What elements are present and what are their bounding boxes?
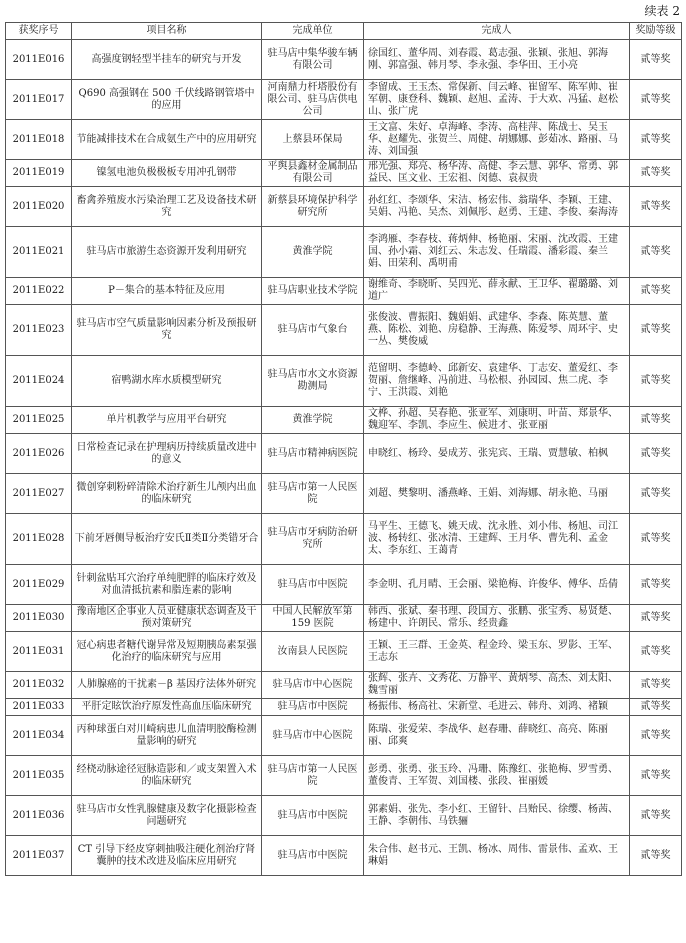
award-id-cell: 2011E018 <box>6 120 72 160</box>
unit-cell: 驻马店中集华骏车辆有限公司 <box>262 40 364 80</box>
level-cell: 贰等奖 <box>630 672 682 699</box>
level-cell: 贰等奖 <box>630 187 682 227</box>
table-caption: 续表 2 <box>644 4 680 18</box>
unit-cell: 驻马店市中医院 <box>262 796 364 836</box>
project-name-cell: Q690 高强钢在 500 千伏线路钢管塔中的应用 <box>72 80 262 120</box>
header-level: 奖励等级 <box>630 23 682 40</box>
unit-cell: 河南鼎力杆塔股份有限公司、驻马店供电公司 <box>262 80 364 120</box>
table-row <box>6 160 682 187</box>
unit-cell: 驻马店市气象台 <box>262 305 364 356</box>
level-cell: 贰等奖 <box>630 836 682 876</box>
unit-cell: 黄淮学院 <box>262 227 364 278</box>
award-id-cell: 2011E022 <box>6 278 72 305</box>
people-cell: 韩西、张斌、秦书理、段国方、张鹏、张宝秀、易贤楚、杨建中、许朗民、常乐、经贵鑫 <box>364 605 630 632</box>
award-id-cell: 2011E025 <box>6 407 72 434</box>
project-name-cell: 微创穿刺粉碎清除术治疗新生儿颅内出血的临床研究 <box>72 474 262 514</box>
people-cell: 谢维奇、李晓昕、吴四光、薛永献、王卫华、翟璐璐、刘道广 <box>364 278 630 305</box>
level-cell: 贰等奖 <box>630 474 682 514</box>
unit-cell: 黄淮学院 <box>262 407 364 434</box>
unit-cell: 汝南县人民医院 <box>262 632 364 672</box>
table-row <box>6 434 682 474</box>
people-cell: 文桦、孙超、吴春艳、张亚军、刘康明、叶苗、郑景华、魏迎军、李凯、李应生、候进才、张亚丽 <box>364 407 630 434</box>
people-cell: 陈瑞、张爱荣、李战华、赵春珊、薛晓红、高亮、陈丽丽、邱爽 <box>364 716 630 756</box>
people-cell: 徐国红、董华周、刘春霞、葛志强、张颖、张旭、郭海刚、郭富强、韩月琴、李永强、李华田、王小亮 <box>364 40 630 80</box>
people-cell: 杨振伟、杨高社、宋新堂、毛进云、韩舟、刘鸿、褚颖 <box>364 699 630 716</box>
level-cell: 贰等奖 <box>630 796 682 836</box>
people-cell: 李鸿雁、李春枝、蒋炳伸、杨艳丽、宋丽、沈改霞、王建国、孙小霜、刘红云、朱志发、任瑞霞、潘彩霞、秦兰娟、田荣利、禹明甫 <box>364 227 630 278</box>
level-cell: 贰等奖 <box>630 514 682 565</box>
level-cell: 贰等奖 <box>630 407 682 434</box>
unit-cell: 驻马店市水文水资源勘测局 <box>262 356 364 407</box>
award-id-cell: 2011E034 <box>6 716 72 756</box>
project-name-cell: 畜禽养殖废水污染治理工艺及设备技术研究 <box>72 187 262 227</box>
level-cell: 贰等奖 <box>630 80 682 120</box>
unit-cell: 驻马店市第一人民医院 <box>262 756 364 796</box>
people-cell: 彭勇、张勇、张玉玲、冯珊、陈豫红、张艳梅、罗雪勇、董俊青、王军贺、刘国楼、张段、崔丽媛 <box>364 756 630 796</box>
people-cell: 朱合伟、赵书元、王凯、杨冰、周伟、雷景伟、孟欢、王琳娟 <box>364 836 630 876</box>
project-name-cell: 人肺腺癌的干扰素－β 基因疗法体外研究 <box>72 672 262 699</box>
level-cell: 贰等奖 <box>630 227 682 278</box>
project-name-cell: 驻马店市旅游生态资源开发利用研究 <box>72 227 262 278</box>
project-name-cell: 豫南地区企事业人员亚健康状态调查及干预对策研究 <box>72 605 262 632</box>
award-id-cell: 2011E020 <box>6 187 72 227</box>
people-cell: 郭素娟、张先、李小红、王留针、吕贻民、徐缨、杨茜、王静、李朝伟、马铁骊 <box>364 796 630 836</box>
table-row <box>6 356 682 407</box>
table-row <box>6 187 682 227</box>
table-row <box>6 514 682 565</box>
level-cell: 贰等奖 <box>630 756 682 796</box>
header-unit: 完成单位 <box>262 23 364 40</box>
table-header-row <box>6 23 682 40</box>
project-name-cell: 镍氢电池负极极板专用冲孔钢带 <box>72 160 262 187</box>
project-name-cell: 节能减排技术在合成氨生产中的应用研究 <box>72 120 262 160</box>
table-row <box>6 474 682 514</box>
level-cell: 贰等奖 <box>630 716 682 756</box>
award-id-cell: 2011E016 <box>6 40 72 80</box>
award-id-cell: 2011E032 <box>6 672 72 699</box>
award-id-cell: 2011E036 <box>6 796 72 836</box>
award-id-cell: 2011E029 <box>6 565 72 605</box>
people-cell: 李留成、王玉杰、常保新、闫云峰、崔留军、陈军帅、崔军朝、康登科、魏颖、赵旭、孟涛、于大欢、冯猛、赵松山、张广虎 <box>364 80 630 120</box>
table-row <box>6 836 682 876</box>
table-row <box>6 632 682 672</box>
award-id-cell: 2011E027 <box>6 474 72 514</box>
table-row <box>6 605 682 632</box>
project-name-cell: 驻马店市空气质量影响因素分析及预报研究 <box>72 305 262 356</box>
unit-cell: 驻马店市第一人民医院 <box>262 474 364 514</box>
table-row <box>6 40 682 80</box>
people-cell: 申晓红、杨玲、晏成芳、张宪宾、王瑞、贾慧敏、柏枫 <box>364 434 630 474</box>
unit-cell: 上蔡县环保局 <box>262 120 364 160</box>
award-id-cell: 2011E023 <box>6 305 72 356</box>
project-name-cell: 单片机教学与应用平台研究 <box>72 407 262 434</box>
table-row <box>6 756 682 796</box>
project-name-cell: 丙种球蛋白对川崎病患儿血清明胶酶检测量影响的研究 <box>72 716 262 756</box>
table-row <box>6 80 682 120</box>
level-cell: 贰等奖 <box>630 699 682 716</box>
header-people: 完成人 <box>364 23 630 40</box>
people-cell: 孙红红、李颂华、宋洁、杨宏伟、翁瑞华、李颖、王建、吴娟、冯艳、吴杰、刘佩彤、赵勇、王建、李俊、秦海涛 <box>364 187 630 227</box>
awards-table <box>5 22 682 876</box>
unit-cell: 中国人民解放军第 159 医院 <box>262 605 364 632</box>
project-name-cell: 经桡动脉途径冠脉造影和／或支架置入术的临床研究 <box>72 756 262 796</box>
project-name-cell: 日常检查记录在护理病历持续质量改进中的意义 <box>72 434 262 474</box>
table-row <box>6 407 682 434</box>
level-cell: 贰等奖 <box>630 434 682 474</box>
unit-cell: 驻马店市中医院 <box>262 836 364 876</box>
table-row <box>6 796 682 836</box>
level-cell: 贰等奖 <box>630 40 682 80</box>
table-row <box>6 120 682 160</box>
project-name-cell: P－集合的基本特征及应用 <box>72 278 262 305</box>
project-name-cell: 宿鸭湖水库水质模型研究 <box>72 356 262 407</box>
project-name-cell: 驻马店市女性乳腺健康及数字化摄影检查问题研究 <box>72 796 262 836</box>
unit-cell: 驻马店市牙病防治研究所 <box>262 514 364 565</box>
table-row <box>6 278 682 305</box>
people-cell: 马平生、王德飞、姚天成、沈永胜、刘小伟、杨旭、司江波、杨转红、张冰清、王建辉、王月华、曹先利、孟金太、李东红、王蔼青 <box>364 514 630 565</box>
unit-cell: 驻马店市中医院 <box>262 565 364 605</box>
award-id-cell: 2011E021 <box>6 227 72 278</box>
table-row <box>6 227 682 278</box>
award-id-cell: 2011E030 <box>6 605 72 632</box>
level-cell: 贰等奖 <box>630 605 682 632</box>
table-row <box>6 716 682 756</box>
unit-cell: 驻马店市中心医院 <box>262 716 364 756</box>
award-id-cell: 2011E024 <box>6 356 72 407</box>
unit-cell: 驻马店市中医院 <box>262 699 364 716</box>
header-project-name: 项目名称 <box>72 23 262 40</box>
unit-cell: 新蔡县环境保护科学研究所 <box>262 187 364 227</box>
table-row <box>6 565 682 605</box>
table-row <box>6 672 682 699</box>
header-award-id: 获奖序号 <box>6 23 72 40</box>
award-id-cell: 2011E028 <box>6 514 72 565</box>
award-id-cell: 2011E035 <box>6 756 72 796</box>
award-id-cell: 2011E031 <box>6 632 72 672</box>
level-cell: 贰等奖 <box>630 305 682 356</box>
people-cell: 李金明、孔月晴、王会丽、梁艳梅、许俊华、傅华、岳倩 <box>364 565 630 605</box>
unit-cell: 驻马店市中心医院 <box>262 672 364 699</box>
project-name-cell: 针刺盆贴耳穴治疗单纯肥胖的临床疗效及对血清抵抗素和脂连素的影响 <box>72 565 262 605</box>
people-cell: 王颖、王三群、王金英、程金玲、梁玉东、罗影、王军、王志东 <box>364 632 630 672</box>
level-cell: 贰等奖 <box>630 356 682 407</box>
project-name-cell: 高强度钢轻型半挂车的研究与开发 <box>72 40 262 80</box>
people-cell: 刘超、樊黎明、潘燕峰、王娟、刘海娜、胡永艳、马丽 <box>364 474 630 514</box>
unit-cell: 平舆县鑫材金属制品有限公司 <box>262 160 364 187</box>
award-id-cell: 2011E017 <box>6 80 72 120</box>
unit-cell: 驻马店市精神病医院 <box>262 434 364 474</box>
level-cell: 贰等奖 <box>630 160 682 187</box>
project-name-cell: 平肝定眩饮治疗原发性高血压临床研究 <box>72 699 262 716</box>
project-name-cell: 冠心病患者糖代谢异常及短期胰岛素泵强化治疗的临床研究与应用 <box>72 632 262 672</box>
award-id-cell: 2011E037 <box>6 836 72 876</box>
level-cell: 贰等奖 <box>630 632 682 672</box>
level-cell: 贰等奖 <box>630 120 682 160</box>
people-cell: 张辉、张卉、文秀花、万静平、黄炳琴、高杰、刘太阳、魏雪丽 <box>364 672 630 699</box>
award-id-cell: 2011E026 <box>6 434 72 474</box>
people-cell: 王文富、朱好、卓海峰、李涛、高桂萍、陈战士、吴玉华、赵耀先、张贺兰、周健、胡娜娜、彭茹冰、路丽、马涛、刘国强 <box>364 120 630 160</box>
award-id-cell: 2011E033 <box>6 699 72 716</box>
unit-cell: 驻马店职业技术学院 <box>262 278 364 305</box>
table-row <box>6 699 682 716</box>
people-cell: 邢光强、郑亮、杨华涛、高健、李云慧、郭华、常勇、郭益民、匡文业、王宏祖、闵德、袁叔贵 <box>364 160 630 187</box>
project-name-cell: 下前牙唇侧导板治疗安氏Ⅱ类Ⅱ分类错牙合 <box>72 514 262 565</box>
people-cell: 范留明、李德岭、邱新安、袁建华、丁志安、董爱红、李贺丽、詹继峰、冯前进、马松根、孙园园、焦二虎、李宁、王洪霞、刘艳 <box>364 356 630 407</box>
award-id-cell: 2011E019 <box>6 160 72 187</box>
level-cell: 贰等奖 <box>630 565 682 605</box>
table-row <box>6 305 682 356</box>
level-cell: 贰等奖 <box>630 278 682 305</box>
project-name-cell: CT 引导下经皮穿刺抽吸注硬化剂治疗肾囊肿的技术改进及临床应用研究 <box>72 836 262 876</box>
people-cell: 张俊波、曹振阳、魏娟娟、武建华、李森、陈英慧、董燕、陈松、刘艳、房稳静、王海燕、陈爱琴、周环宇、史一丛、樊俊威 <box>364 305 630 356</box>
